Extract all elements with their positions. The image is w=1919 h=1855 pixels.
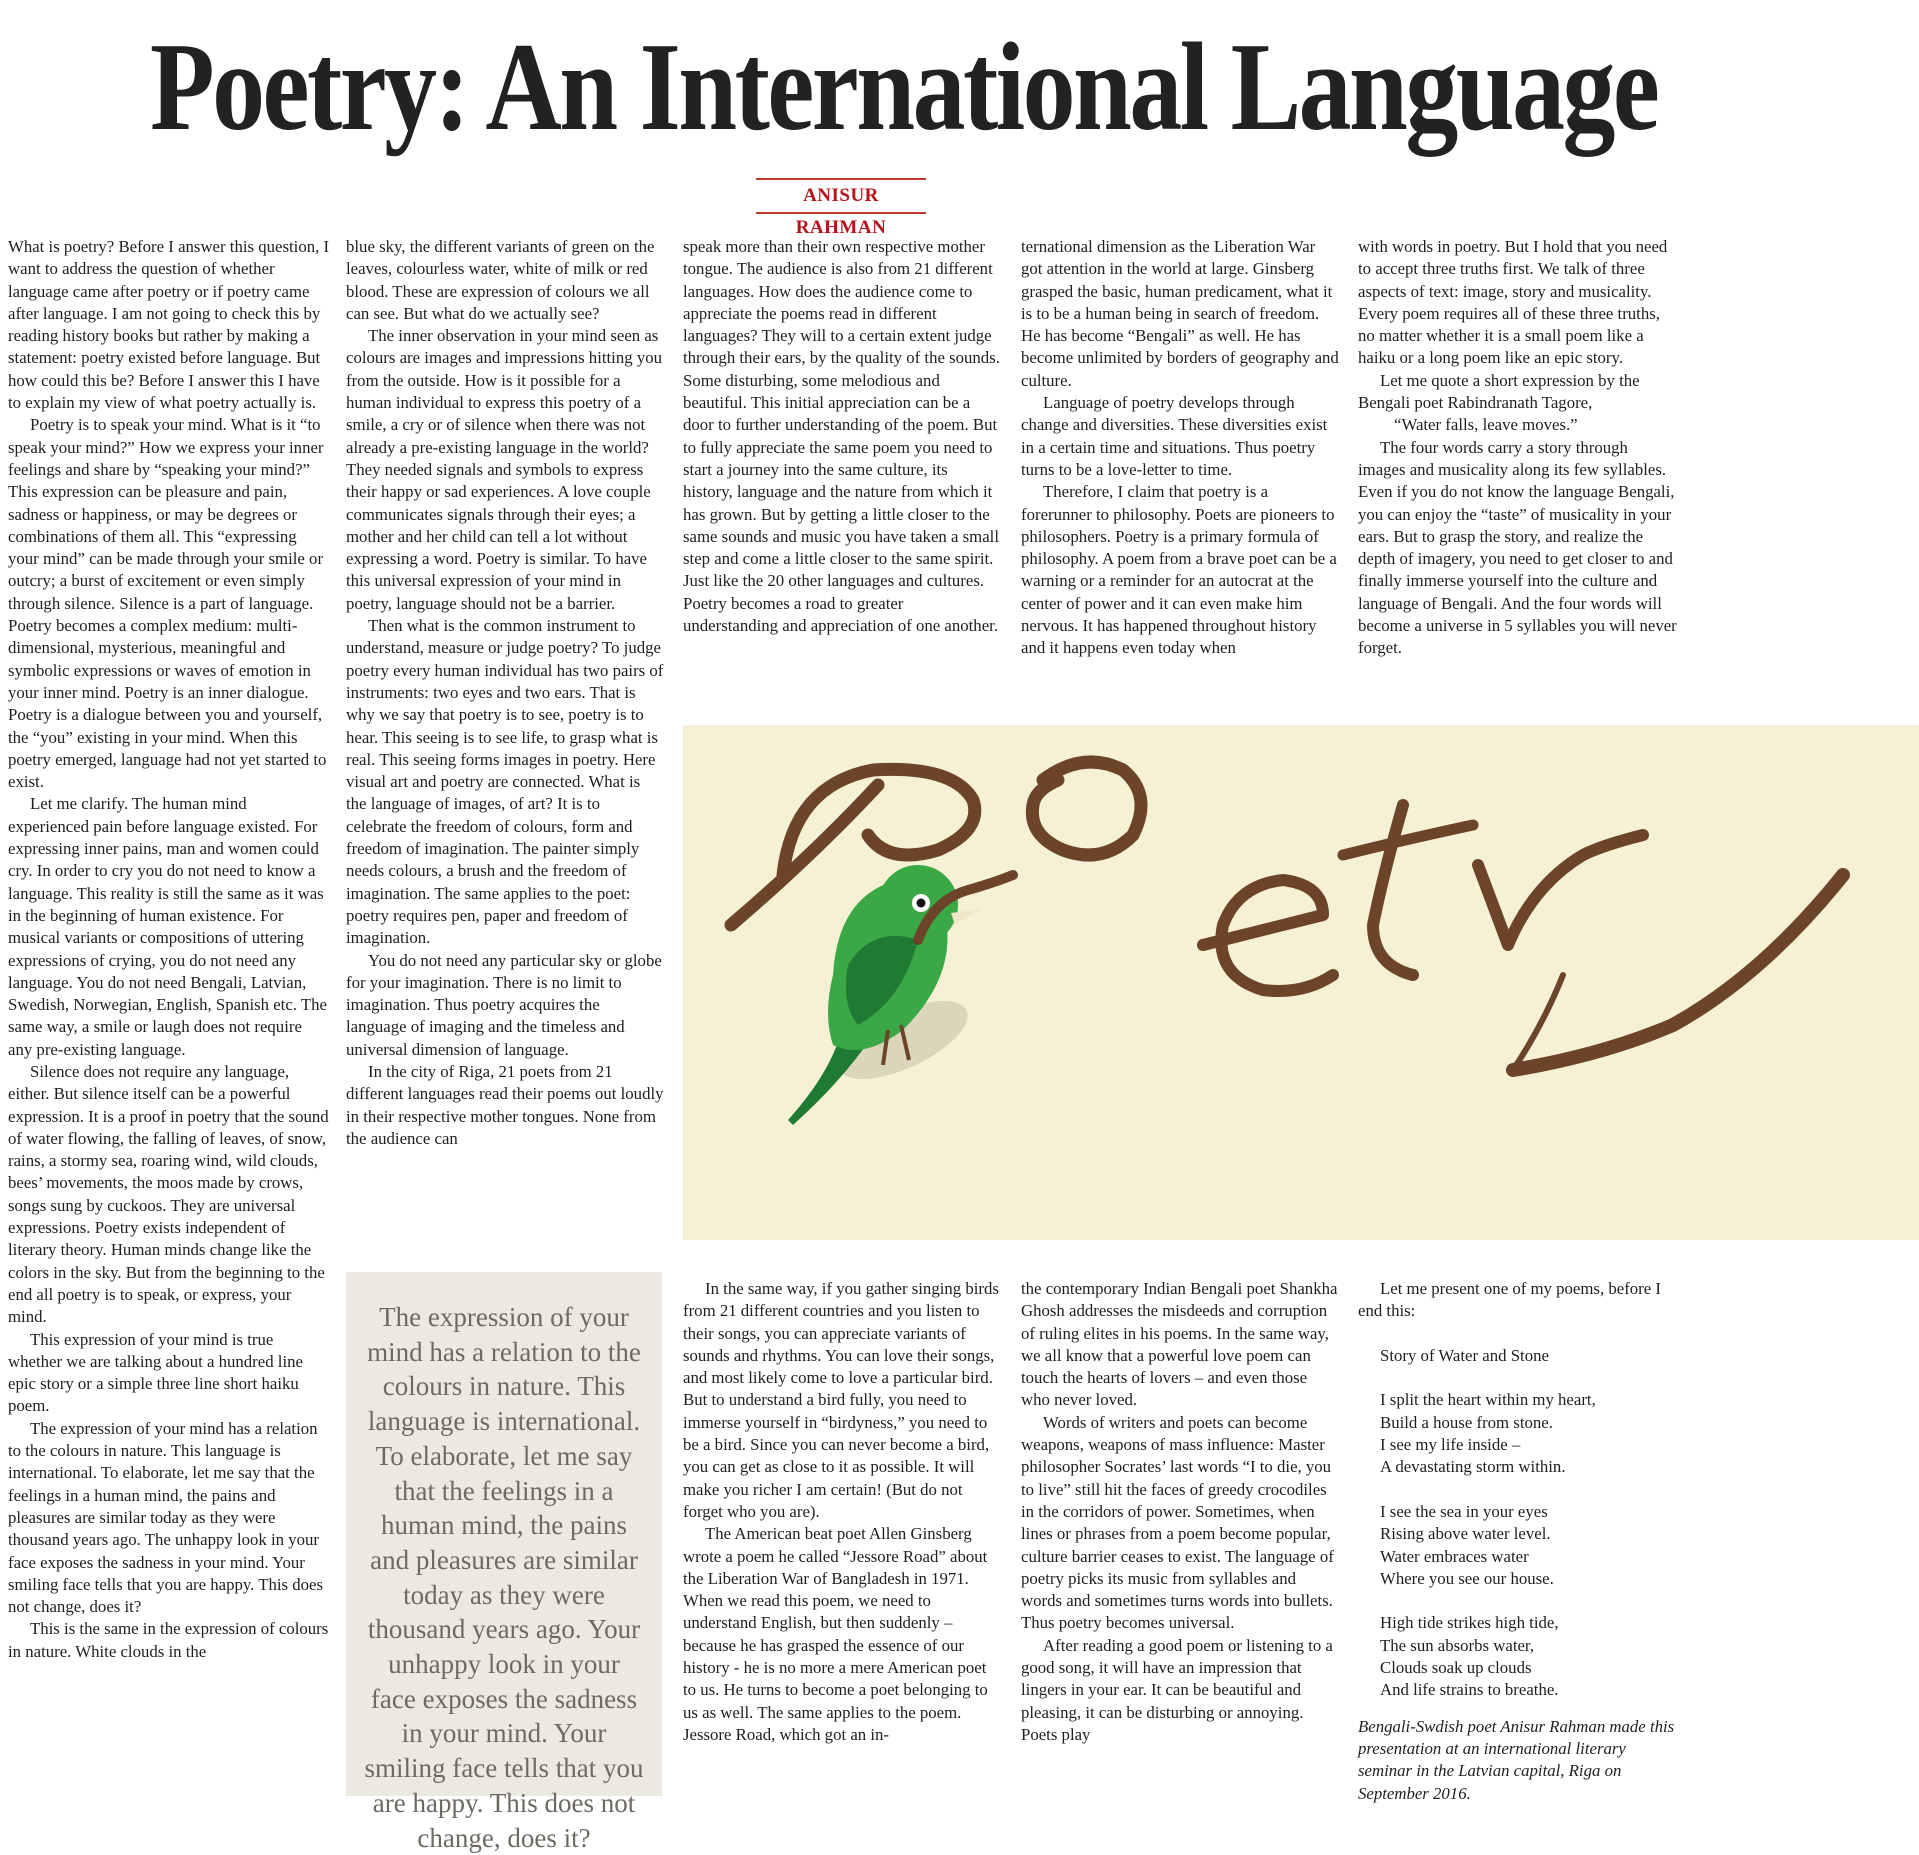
poem-title: Story of Water and Stone: [1380, 1345, 1549, 1365]
paragraph: What is poetry? Before I answer this question, I want to address the question of whether language came after poetry or if poetry came after language. I am not going to check this by reading history books but rather by making a statement: poetry existed before language. But how could this be? Before I answer this I have to explain my view of what poetry actually is.: [8, 237, 330, 413]
paragraph: The inner observation in your mind seen as colours are images and impressions hitting you from the outside. How is it possible for a human individual to express this poetry of a smile, a cry or of silence when there was not already a pre-existing language in the world? They needed signals and symbols to express their happy or sad experiences. A love couple communicates signals through their eyes; a mother and her child can tell a lot without expressing a word. Poetry is similar. To have this universal expression of your mind in poetry, language should not be a barrier.: [346, 326, 662, 613]
paragraph: This is the same in the expression of colours in nature. White clouds in the: [8, 1619, 329, 1661]
paragraph: Silence does not require any language, either. But silence itself can be a powerful expression. It is a proof in poetry that the sound of water flowing, the falling of leaves, of snow, rains, a stormy sea, roaring wind, wild clouds, bees’ movements, the moos made by crows, songs sung by cuckoos. They are universal expressions. Poetry exists independent of literary theory. Human minds change like the colors in the sky. But from the beginning to the end all poetry is to speak, or express, your mind.: [8, 1061, 329, 1327]
article-column-2: [346, 236, 664, 1258]
poem-line: Rising above water level.: [1380, 1524, 1551, 1544]
paragraph: Then what is the common instrument to understand, measure or judge poetry? To judge poetry every human individual has two pairs of instruments: two eyes and two ears. That is why we say that poetry is to see, poetry is to hear. This seeing is to see life, to grasp what is real. This seeing forms images in poetry. Here visual art and poetry are connected. What is the language of images, of art? It is to celebrate the freedom of colours, form and freedom of imagination. The painter simply needs colours, a brush and the freedom of imagination. The same applies to the poet: poetry requires pen, paper and freedom of imagination.: [346, 616, 664, 948]
poem-line: High tide strikes high tide,: [1380, 1613, 1559, 1633]
paragraph: This expression of your mind is true whether we are talking about a hundred line epic story or a simple three line short haiku poem.: [8, 1329, 303, 1416]
paragraph: Therefore, I claim that poetry is a forerunner to philosophy. Poets are pioneers to philosophers. Poetry is a primary formula of philosophy. A poem from a brave poet can be a warning or a reminder for an autocrat at the center of power and it can even make him nervous. It has happened throughout history and it happens even today when: [1021, 482, 1337, 658]
pull-quote: The expression of your mind has a relation to the colours in nature. This language is international. To elaborate, let me say that the feelings in a human mind, the pains and pleasures are similar today as they were thousand years ago. Your unhappy look in your face exposes the sadness in your mind. Your smiling face tells that you are happy. This does not change, does it?: [346, 1272, 662, 1796]
poem-line: I see the sea in your eyes: [1380, 1501, 1548, 1521]
paragraph: speak more than their own respective mother tongue. The audience is also from 21 different languages. How does the audience come to appreciate the poems read in different languages? They will to a certain extent judge through their ears, by the quality of the sounds. Some disturbing, some melodious and beautiful. This initial appreciation can be a door to further understanding of the poem. But to fully appreciate the same poem you need to start a journey into the same culture, its history, language and the nature from which it has grown. But by getting a little closer to the same sounds and music you have taken a small step and come a little closer to the same spirit. Just like the 20 other languages and cultures. Poetry becomes a road to greater understanding and appreciation of one another.: [683, 237, 1000, 636]
poem-line: I see my life inside –: [1380, 1435, 1521, 1455]
poem-line: The sun absorbs water,: [1380, 1635, 1535, 1655]
paragraph: The four words carry a story through images and musicality along its few syllables. Even if you do not know the language Bengali, you can enjoy the “taste” of musicality in your ears. But to grasp the story, and realize the depth of imagery, you need to get closer to and finally immerse yourself into the culture and language of Bengali. And the four words will become a universe in 5 syllables you will never forget.: [1358, 437, 1677, 658]
article-column-3: [683, 236, 1001, 702]
poem-line: Build a house from stone.: [1380, 1412, 1553, 1432]
author-credit: Bengali-Swdish poet Anisur Rahman made this presentation at an international literary seminar in the Latvian capital, Riga on September 2016.: [1358, 1716, 1675, 1803]
twig-letter-r: [1478, 835, 1643, 945]
twig-letter-o: [1032, 762, 1141, 855]
byline: ANISUR RAHMAN: [756, 178, 926, 214]
poem-section: [1358, 1278, 1678, 1803]
paragraph: Language of poetry develops through change and diversities. These diversities exist in a certain time and situations. Thus poetry turns to be a love-letter to time.: [1021, 393, 1328, 479]
article-column-4-continued: [1021, 1278, 1339, 1796]
paragraph: After reading a good poem or listening to a good song, it will have an impression that lingers in your ear. It can be beautiful and pleasing, it can be disturbing or annoying. Poets play: [1021, 1635, 1333, 1744]
article-column-4: [1021, 236, 1339, 702]
poem-intro: Let me present one of my poems, before I end this:: [1358, 1279, 1661, 1321]
paragraph: The American beat poet Allen Ginsberg wrote a poem he called “Jessore Road” about the Liberation War of Bangladesh in 1971. When we read this poem, we need to understand English, but then suddenly – because he has grasped the essence of our history - he is no more a mere American poet to us. He turns to become a poet belonging to us as well. The same applies to the poem. Jessore Road, which got an in-: [683, 1524, 988, 1744]
paragraph: You do not need any particular sky or globe for your imagination. There is no limit to imagination. Thus poetry acquires the language of imaging and the timeless and universal dimension of language.: [346, 950, 662, 1059]
paragraph: blue sky, the different variants of green on the leaves, colourless water, white of milk or red blood. These are expression of colours we all can see. But what do we actually see?: [346, 237, 655, 323]
twig-letters-bird-image: [683, 725, 1919, 1240]
paragraph: Let me clarify. The human mind experienced pain before language existed. For expressing inner pains, man and women could cry. In order to cry you do not need to know a language. This reality is still the same as it was in the beginning of human existence. For musical variants or compositions of uttering expressions of crying, you do not need any language. You do not need Bengali, Latvian, Swedish, Norwegian, English, Spanish etc. The same way, a smile or laugh does not require any pre-existing language.: [8, 794, 327, 1059]
poem-line: I split the heart within my heart,: [1380, 1390, 1596, 1410]
paragraph: In the city of Riga, 21 poets from 21 different languages read their poems out loudly in their respective mother tongues. None from the audience can: [346, 1061, 664, 1148]
poem-line: Where you see our house.: [1380, 1568, 1554, 1588]
article-column-1: [8, 236, 330, 1796]
poem-line: And life strains to breathe.: [1380, 1680, 1559, 1700]
twig-letter-t: [1343, 825, 1473, 855]
poem-line: Clouds soak up clouds: [1380, 1658, 1532, 1678]
headline: Poetry: An International Language: [150, 18, 1658, 157]
paragraph: Poetry is to speak your mind. What is it “to speak your mind?” How we express your inner feelings and share by “speaking your mind?” This expression can be pleasure and pain, sadness or happiness, or may be degrees or combinations of them all. This “expressing your mind” can be made through your smile or outcry; a burst of excitement or even simply through silence. Silence is a part of language. Poetry becomes a complex medium: multi-dimensional, mysterious, meaningful and symbolic expressions or waves of emotion in your inner mind. Poetry is an inner dialogue. Poetry is a dialogue between you and yourself, the “you” existing in your mind. When this poetry emerged, language had not yet started to exist.: [8, 415, 327, 792]
paragraph: In the same way, if you gather singing birds from 21 different countries and you listen to their songs, you can appreciate variants of sounds and rhythms. You can love their songs, and most likely come to love a particular bird. But to understand a bird fully, you need to immerse yourself in “birdyness,” you need to be a bird. Since you can never become a bird, you can get as close to it as possible. It will make you richer I am certain! (But do not forget who you are).: [683, 1279, 999, 1521]
article-column-3-continued: [683, 1278, 1001, 1796]
poetry-illustration: [683, 725, 1919, 1240]
bird-eye-pupil: [917, 899, 926, 908]
twig-letter-e: [1203, 880, 1333, 991]
paragraph: ternational dimension as the Liberation War got attention in the world at large. Ginsberg grasped the basic, human predicament, what it is to be a human being in search of freedom. He has become “Bengali” as well. He has become unlimited by borders of geography and culture.: [1021, 237, 1339, 390]
article-column-5: [1358, 236, 1678, 702]
poem-line: A devastating storm within.: [1380, 1457, 1566, 1477]
quotation: “Water falls, leave moves.”: [1394, 415, 1578, 435]
paragraph: with words in poetry. But I hold that you need to accept three truths first. We talk of three aspects of text: image, story and musicality. Every poem requires all of these three truths, no matter whether it is a small poem like a haiku or a long poem like an epic story.: [1358, 237, 1668, 368]
paragraph: The expression of your mind has a relation to the colours in nature. This language is international. To elaborate, let me say that the feelings in a human mind, the pains and pleasures are similar today as they were thousand years ago. The unhappy look in your face exposes the sadness in your mind. Your smiling face tells that you are happy. This does not change, does it?: [8, 1418, 324, 1617]
paragraph: the contemporary Indian Bengali poet Shankha Ghosh addresses the misdeeds and corruption of ruling elites in his poems. In the same way, we all know that a powerful love poem can touch the hearts of lovers – and even those who never loved.: [1021, 1279, 1338, 1410]
poem-line: Water embraces water: [1380, 1546, 1529, 1566]
twig-letter-t: [1373, 805, 1413, 975]
paragraph: Words of writers and poets can become weapons, weapons of mass influence: Master philosopher Socrates’ last words “I to die, you to live” still hit the faces of greedy crocodiles in the corridors of power. Sometimes, when lines or phrases from a poem become popular, culture barrier ceases to exist. The language of poetry picks its music from syllables and words and sometimes turns words into bullets. Thus poetry becomes universal.: [1021, 1412, 1334, 1633]
paragraph: Let me quote a short expression by the Bengali poet Rabindranath Tagore,: [1358, 370, 1640, 413]
